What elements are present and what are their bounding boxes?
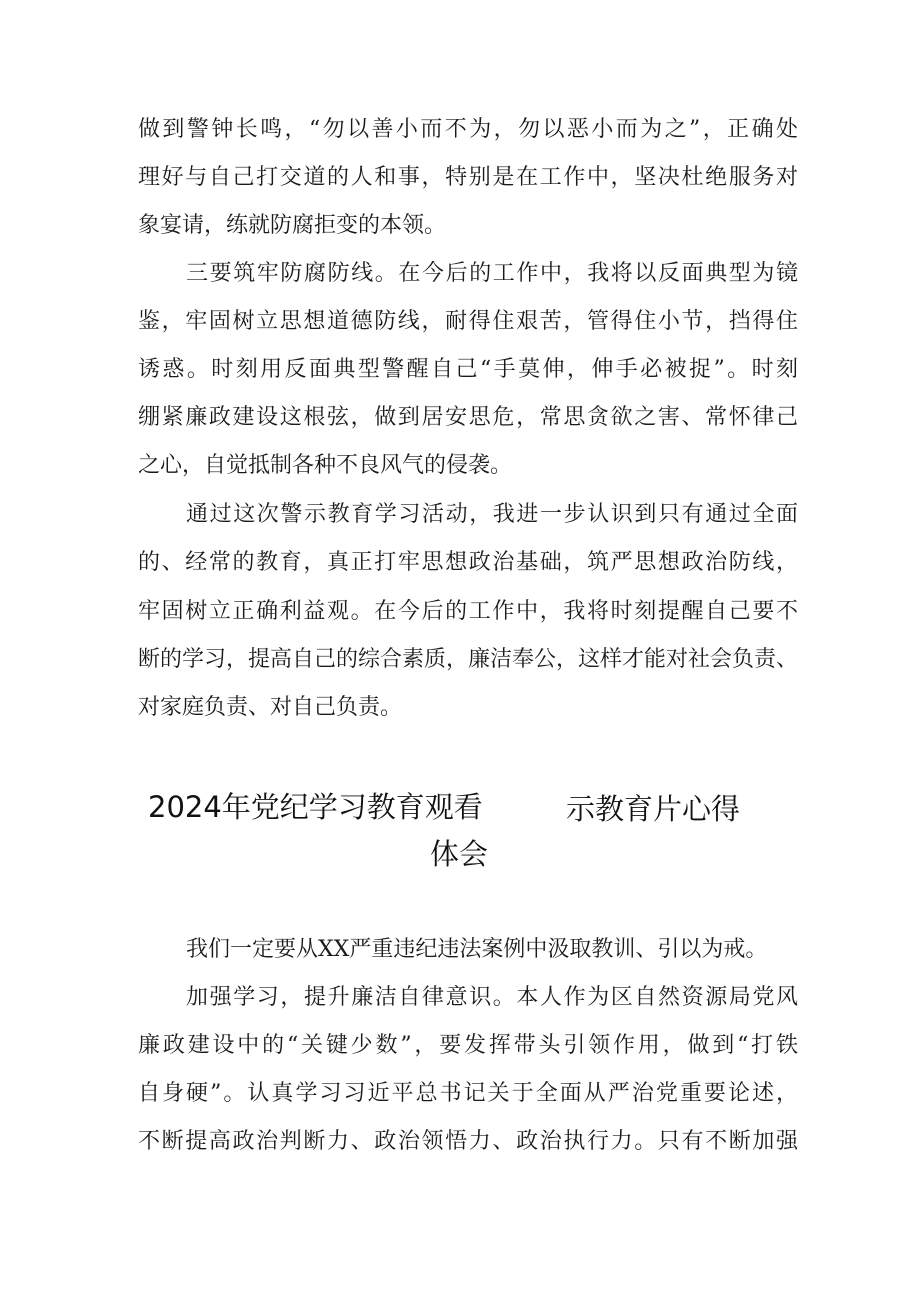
text-line: 自身硬”。认真学习习近平总书记关于全面从严治党重要论述， — [138, 1081, 798, 1106]
text-line: 的、经常的教育，真正打牢思想政治基础，筑严思想政治防线， — [138, 550, 798, 575]
text-line: 鉴，牢固树立思想道德防线，耐得住艰苦，管得住小节，挡得住 — [138, 309, 798, 334]
text-line: 三要筑牢防腐防线。在今后的工作中，我将以反面典型为镜 — [186, 261, 798, 286]
text-line: 断的学习，提高自己的综合素质，廉洁奉公，这样才能对社会负责、 — [138, 647, 798, 672]
text-line: 理好与自己打交道的人和事，特别是在工作中，坚决杜绝服务对 — [138, 165, 798, 190]
text-line: 加强学习，提升廉洁自律意识。本人作为区自然资源局党风 — [186, 985, 798, 1010]
title-part-3: 体会 — [430, 837, 489, 871]
text-line: 做到警钟长鸣，“勿以善小而不为，勿以恶小而为之”，正确处 — [138, 117, 798, 142]
text-line: 诱惑。时刻用反面典型警醒自己“手莫伸，伸手必被捉”。时刻 — [138, 357, 798, 382]
text-line: 我们一定要从XX严重违纪违法案例中汲取教训、引以为戒。 — [186, 937, 768, 962]
text-line: 对家庭负责、对自己负责。 — [138, 695, 403, 720]
title-part-2: 示教育片心得 — [566, 792, 741, 826]
text-line: 之心，自觉抵制各种不良风气的侵袭。 — [138, 453, 513, 478]
title-part-1: 2024年党纪学习教育观看 — [148, 790, 483, 824]
text-line: 绷紧廉政建设这根弦，做到居安思危，常思贪欲之害、常怀律己 — [138, 405, 798, 430]
text-line: 象宴请，练就防腐拒变的本领。 — [138, 213, 447, 238]
text-line: 通过这次警示教育学习活动，我进一步认识到只有通过全面 — [186, 502, 798, 527]
text-line: 不断提高政治判断力、政治领悟力、政治执行力。只有不断加强 — [138, 1129, 798, 1154]
text-line: 廉政建设中的“关键少数”，要发挥带头引领作用，做到“打铁 — [138, 1033, 798, 1058]
text-line: 牢固树立正确利益观。在今后的工作中，我将时刻提醒自己要不 — [138, 599, 798, 624]
